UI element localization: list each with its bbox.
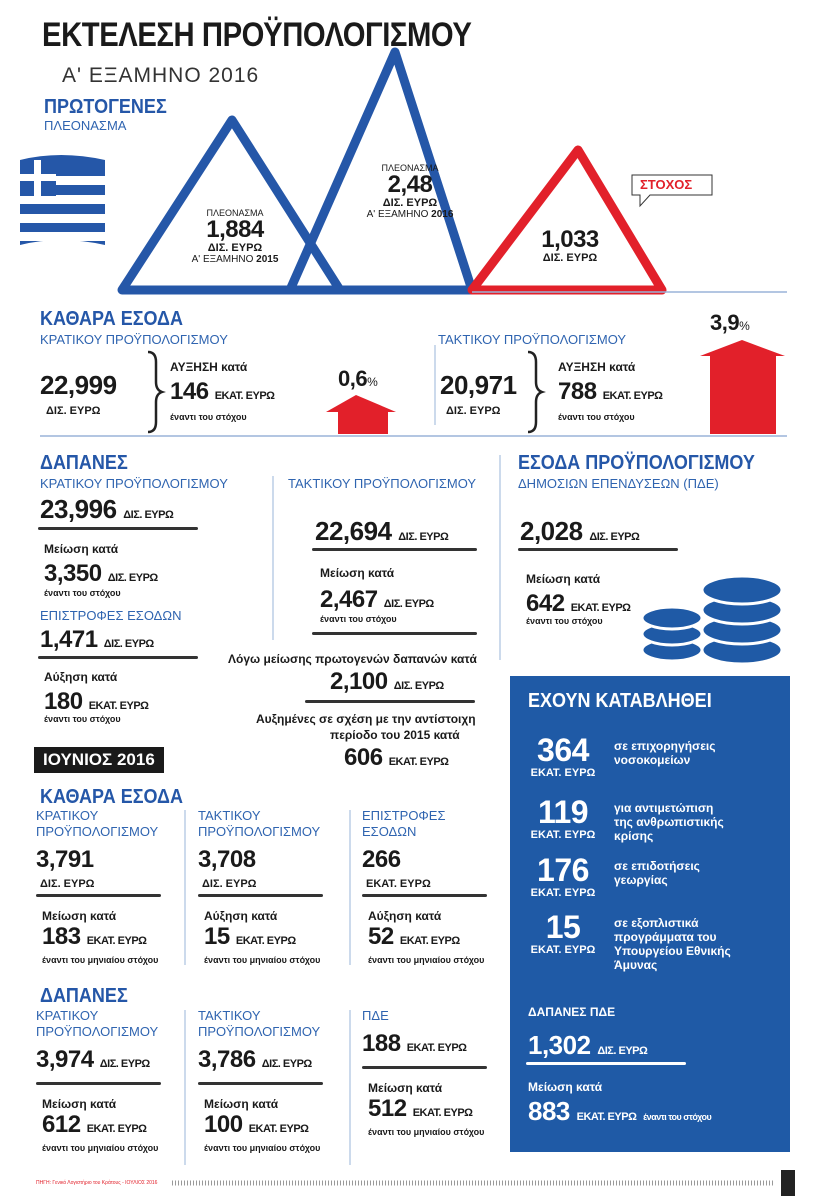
paid-item: 364 ΕΚΑΤ. ΕΥΡΩ σε επιχορηγήσεις νοσοκομείων: [530, 732, 716, 779]
decrease-label: Μείωση κατά: [44, 542, 119, 556]
spending-heading: ΔΑΠΑΝΕΣ: [40, 452, 128, 474]
pde-heading: ΕΣΟΔΑ ΠΡΟΫΠΟΛΟΓΙΣΜΟΥ: [518, 452, 755, 474]
june-rev-column: ΚΡΑΤΙΚΟΥ ΠΡΟΫΠΟΛΟΓΙΣΜΟΥ 3,791 ΔΙΣ. ΕΥΡΩ Μείωση κατά 183 ΕΚΑΤ. ΕΥΡΩ έναντι του μηνιαίου στόχου: [36, 808, 161, 965]
state-increase: 146 ΕΚΑΤ. ΕΥΡΩ: [170, 378, 275, 405]
regular-spend: 22,694 ΔΙΣ. ΕΥΡΩ: [315, 516, 449, 546]
increase-text: Αυξημένες σε σχέση με την αντίστοιχη: [256, 712, 476, 726]
increase-label: Αύξηση κατά: [44, 670, 118, 684]
regular-budget-label: ΤΑΚΤΙΚΟΥ ΠΡΟΫΠΟΛΟΓΙΣΜΟΥ: [438, 332, 627, 347]
increase-text: περίοδο του 2015 κατά: [330, 728, 460, 742]
state-revenue-value: 22,999: [40, 370, 117, 400]
paid-item: 15 ΕΚΑΤ. ΕΥΡΩ σε εξοπλιστικά προγράμματα του Υπουργείου Εθνικής Άμυνας: [530, 909, 731, 972]
pde-spend-value: 1,302 ΔΙΣ. ΕΥΡΩ: [528, 1030, 648, 1060]
surplus-2016: ΠΛΕΟΝΑΣΜΑ 2,48 ΔΙΣ. ΕΥΡΩ Α' ΕΞΑΜΗΝΟ 2016: [366, 163, 454, 220]
june-badge: ΙΟΥΝΙΟΣ 2016: [34, 747, 164, 773]
june-revenue-heading: ΚΑΘΑΡΑ ΕΣΟΔΑ: [40, 786, 183, 808]
source-note: ΠΗΓΗ: Γενικό Λογιστήριο του Κράτους - ΙΟΥΛΙΟΣ 2016: [36, 1180, 158, 1186]
page-title: ΕΚΤΕΛΕΣΗ ΠΡΟΫΠΟΛΟΓΙΣΜΟΥ: [42, 16, 472, 54]
pde-label: ΔΗΜΟΣΙΩΝ ΕΠΕΝΔΥΣΕΩΝ (ΠΔΕ): [518, 476, 719, 491]
increase-label: ΑΥΞΗΣΗ κατά: [170, 360, 248, 374]
june-spend-column: ΚΡΑΤΙΚΟΥ ΠΡΟΫΠΟΛΟΓΙΣΜΟΥ 3,974 ΔΙΣ. ΕΥΡΩ Μείωση κατά 612 ΕΚΑΤ. ΕΥΡΩ έναντι του μηνιαίου στόχου: [36, 1008, 161, 1153]
primary-subheading: ΠΛΕΟΝΑΣΜΑ: [44, 118, 127, 133]
decrease-label: Μείωση κατά: [320, 566, 395, 580]
note: έναντι του στόχου: [170, 412, 247, 422]
note: έναντι του στόχου: [44, 588, 121, 598]
brace-icon: [528, 352, 542, 432]
triangle-target: [472, 150, 662, 290]
increase-value: 606 ΕΚΑΤ. ΕΥΡΩ: [344, 744, 449, 771]
regular-increase: 788 ΕΚΑΤ. ΕΥΡΩ: [558, 378, 663, 405]
decrease-label: Μείωση κατά: [526, 572, 601, 586]
arrow-up-large-icon: [700, 340, 785, 434]
regular-revenue-value: 20,971: [440, 370, 517, 400]
regular-label: ΤΑΚΤΙΚΟΥ ΠΡΟΫΠΟΛΟΓΙΣΜΟΥ: [288, 476, 477, 491]
target-label: ΣΤΟΧΟΣ: [640, 177, 693, 192]
decrease-label: Μείωση κατά: [528, 1080, 603, 1094]
state-budget-label: ΚΡΑΤΙΚΟΥ ΠΡΟΫΠΟΛΟΓΙΣΜΟΥ: [40, 332, 228, 347]
pde-spend-heading: ΔΑΠΑΝΕΣ ΠΔΕ: [528, 1005, 616, 1019]
state-pct: 0,6%: [338, 366, 378, 391]
page-subtitle: Α' ΕΞΑΜΗΝΟ 2016: [62, 64, 260, 87]
paid-item: 176 ΕΚΑΤ. ΕΥΡΩ σε επιδοτήσεις γεωργίας: [530, 852, 700, 899]
unit: ΔΙΣ. ΕΥΡΩ: [46, 405, 101, 417]
unit: ΔΙΣ. ΕΥΡΩ: [446, 405, 501, 417]
increase-label: ΑΥΞΗΣΗ κατά: [558, 360, 636, 374]
state-label: ΚΡΑΤΙΚΟΥ ΠΡΟΫΠΟΛΟΓΙΣΜΟΥ: [40, 476, 228, 491]
surplus-2015: ΠΛΕΟΝΑΣΜΑ 1,884 ΔΙΣ. ΕΥΡΩ Α' ΕΞΑΜΗΝΟ 2015: [191, 208, 279, 265]
note: έναντι του στόχου: [320, 614, 397, 624]
refunds-label: ΕΠΙΣΤΡΟΦΕΣ ΕΣΟΔΩΝ: [40, 608, 182, 623]
logo: [781, 1170, 795, 1196]
paid-heading: ΕΧΟΥΝ ΚΑΤΑΒΛΗΘΕΙ: [528, 690, 712, 712]
june-rev-column: ΕΠΙΣΤΡΟΦΕΣ ΕΣΟΔΩΝ 266 ΕΚΑΤ. ΕΥΡΩ Αύξηση κατά 52 ΕΚΑΤ. ΕΥΡΩ έναντι του μηνιαίου στόχου: [362, 808, 487, 965]
pde-decrease: 642 ΕΚΑΤ. ΕΥΡΩ: [526, 590, 631, 617]
regular-decrease: 2,467 ΔΙΣ. ΕΥΡΩ: [320, 586, 434, 613]
net-revenue-heading: ΚΑΘΑΡΑ ΕΣΟΔΑ: [40, 308, 183, 330]
june-rev-column: ΤΑΚΤΙΚΟΥ ΠΡΟΫΠΟΛΟΓΙΣΜΟΥ 3,708 ΔΙΣ. ΕΥΡΩ Αύξηση κατά 15 ΕΚΑΤ. ΕΥΡΩ έναντι του μηνιαίου στόχου: [198, 808, 323, 965]
paid-item: 119 ΕΚΑΤ. ΕΥΡΩ για αντιμετώπιση της ανθρωπιστικής κρίσης: [530, 794, 724, 843]
surplus-target: 1,033 ΔΙΣ. ΕΥΡΩ: [541, 226, 599, 264]
refunds-increase: 180 ΕΚΑΤ. ΕΥΡΩ: [44, 688, 149, 715]
june-spend-column: ΤΑΚΤΙΚΟΥ ΠΡΟΫΠΟΛΟΓΙΣΜΟΥ 3,786 ΔΙΣ. ΕΥΡΩ Μείωση κατά 100 ΕΚΑΤ. ΕΥΡΩ έναντι του μηνιαίου στόχου: [198, 1008, 323, 1153]
primary-heading: ΠΡΩΤΟΓΕΝΕΣ: [44, 96, 167, 118]
coins-stack-icon: [642, 576, 782, 664]
pde-spend-decrease: 883 ΕΚΑΤ. ΕΥΡΩ έναντι του στόχου: [528, 1096, 712, 1126]
note: έναντι του στόχου: [526, 616, 603, 626]
note: έναντι του στόχου: [558, 412, 635, 422]
reason-value: 2,100 ΔΙΣ. ΕΥΡΩ: [330, 668, 444, 695]
state-decrease: 3,350 ΔΙΣ. ΕΥΡΩ: [44, 560, 158, 587]
reason-text: Λόγω μείωσης πρωτογενών δαπανών κατά: [228, 652, 477, 666]
june-spending-heading: ΔΑΠΑΝΕΣ: [40, 985, 128, 1007]
arrow-up-small-icon: [326, 395, 396, 434]
refunds-value: 1,471 ΔΙΣ. ΕΥΡΩ: [40, 626, 154, 653]
june-spend-column: ΠΔΕ 188 ΕΚΑΤ. ΕΥΡΩ Μείωση κατά 512 ΕΚΑΤ. ΕΥΡΩ έναντι του μηνιαίου στόχου: [362, 1008, 487, 1137]
regular-pct: 3,9%: [710, 310, 750, 335]
greek-flag-icon: [20, 155, 105, 245]
note: έναντι του στόχου: [44, 714, 121, 724]
state-spend: 23,996 ΔΙΣ. ΕΥΡΩ: [40, 494, 174, 524]
brace-icon: [148, 352, 162, 432]
pde-value: 2,028 ΔΙΣ. ΕΥΡΩ: [520, 516, 640, 546]
